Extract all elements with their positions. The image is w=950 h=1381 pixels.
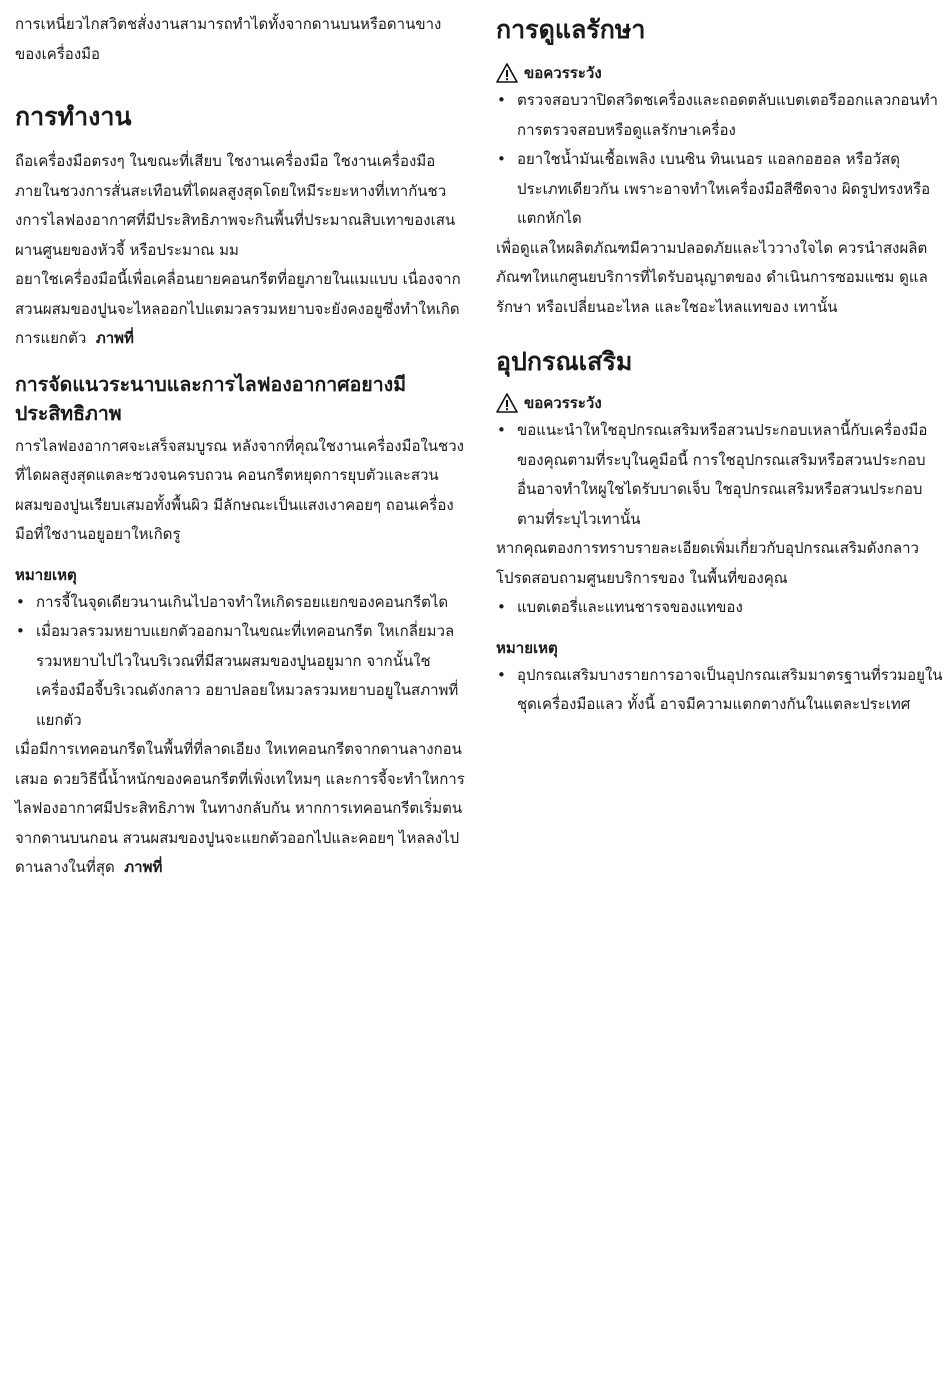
list-item: • ตรวจสอบวาปิดสวิตชเครื่องและถอดตลับแบตเตอรีออกแลวกอนทำการตรวจสอบหรือดูแลรักษาเครื่อง (497, 91, 938, 139)
leveling-paragraph: การไลฟองอากาศจะเสร็จสมบูรณ หลังจากที่คุณใชงานเครื่องมือในชวงที่ไดผลสูงสุดแตละชวงจนครบถวน คอนกรีตหยุดการยุบตัวและสวนผสมของปูนเรียบเสมอทั้งพื้นผิว มีลักษณะเป็นแสงเงาคอยๆ ถอนเครื่องมือที่ใชงานอยูอยาใหเกิดรู (15, 436, 464, 543)
operation-paragraph-2-text: อยาใชเครื่องมือนี้เพื่อเคลื่อนยายคอนกรีตที่อยูภายในแมแบบ เนื่องจากสวนผสมของปูนจะไหลออกไปแตมวลรวมหยาบจะยังคงอยูซึ่งทำใหเกิดการแยกตัว (15, 270, 461, 347)
warning-triangle-icon (496, 63, 518, 83)
list-item: • ขอแนะนำใหใชอุปกรณเสริมหรือสวนประกอบเหลานี้กับเครื่องมือ ของคุณตามที่ระบุในคูมือนี้ การใชอุปกรณเสริมหรือสวนประกอบอื่นอาจทำใหผูใชไดรับบาดเจ็บ ใชอุปกรณเสริมหรือสวนประกอบตามที่ระบุไวเทานั้น (497, 421, 928, 528)
accessories-note-list (496, 661, 944, 720)
maintenance-heading: การดูแลรักษา (496, 15, 646, 44)
caution-label: ขอควรระวัง (524, 64, 602, 82)
maintenance-caution-list (496, 86, 944, 234)
intro-paragraph: การเหนี่ยวไกสวิตชสั่งงานสามารถทำไดทั้งจากดานบนหรือดานขางของเครื่องมือ (15, 15, 442, 63)
caution-label: ขอควรระวัง (524, 394, 602, 412)
operation-heading: การทำงาน (15, 102, 132, 131)
note-label: หมายเหตุ (15, 565, 77, 584)
figure-reference: ภาพที่ (124, 858, 163, 876)
list-item: • อยาใชน้ำมันเชื้อเพลิง เบนซิน ทินเนอร แอลกอฮอล หรือวัสดุประเภทเดียวกัน เพราะอาจทำใหเครื่องมือสีซีดจาง ผิดรูปทรงหรือแตกหักได (497, 150, 931, 227)
left-column (15, 0, 465, 883)
leveling-heading: การจัดแนวระนาบและการไลฟองอากาศอยางมีประสิทธิภาพ (15, 372, 407, 425)
caution-header (496, 390, 944, 416)
operation-paragraph-1: ถือเครื่องมือตรงๆ ในขณะที่เสียบ ใชงานเครื่องมือ ใชงานเครื่องมือภายในชวงการสั่นสะเทือนที่ไดผลสูงสุดโดยใหมีระยะหางที่เทากันชวงการไลฟองอากาศที่มีประสิทธิภาพจะกินพื้นที่ประมาณสิบเทาของเสนผานศูนยของหัวจี้ หรือประมาณ มม (15, 152, 456, 259)
right-column (496, 0, 944, 720)
accessories-paragraph: หากคุณตองการทราบรายละเอียดเพิ่มเกี่ยวกับอุปกรณเสริมดังกลาว โปรดสอบถามศูนยบริการของ ในพื้นที่ของคุณ (496, 539, 919, 587)
list-item: • แบตเตอรี่และแทนชารจของแทของ (497, 598, 743, 616)
warning-triangle-icon (496, 393, 518, 413)
list-item: • การจี้ในจุดเดียวนานเกินไปอาจทำใหเกิดรอยแยกของคอนกรีตได (16, 592, 449, 611)
slope-paragraph (15, 735, 465, 883)
note-list (15, 588, 465, 736)
accessories-list (496, 593, 944, 623)
operation-paragraph-2 (15, 265, 465, 354)
accessories-caution-list (496, 416, 944, 534)
slope-paragraph-text: เมื่อมีการเทคอนกรีตในพื้นที่ที่ลาดเอียง ใหเทคอนกรีตจากดานลางกอนเสมอ ดวยวิธีนี้น้ำหนักของคอนกรีตที่เพิ่งเทใหมๆ และการจี้จะทำใหการไลฟองอากาศมีประสิทธิภาพ ในทางกลับกัน หากการเทคอนกรีตเริ่มตนจากดานบนกอน สวนผสมของปูนจะแยกตัวออกไปและคอยๆ ไหลลงไปดานลางในที่สุด (15, 740, 465, 876)
note-label: หมายเหตุ (496, 638, 558, 657)
maintenance-paragraph: เพื่อดูแลใหผลิตภัณฑมีความปลอดภัยและไววางใจได ควรนำสงผลิตภัณฑใหแกศูนยบริการที่ไดรับอนุญาตของ ดำเนินการซอมแซม ดูแลรักษา หรือเปลี่ยนอะไหล และใชอะไหลแทของ เทานั้น (496, 238, 928, 316)
caution-header (496, 60, 944, 86)
list-item: • เมื่อมวลรวมหยาบแยกตัวออกมาในขณะที่เทคอนกรีต ใหเกลี่ยมวลรวมหยาบไปไวในบริเวณที่มีสวนผสมของปูนอยูมาก จากนั้นใชเครื่องมือจี้บริเวณดังกลาว อยาปลอยใหมวลรวมหยาบอยูในสภาพที่แยกตัว (16, 622, 459, 729)
list-item: • อุปกรณเสริมบางรายการอาจเป็นอุปกรณเสริมมาตรฐานที่รวมอยูในชุดเครื่องมือแลว ทั้งนี้ อาจมีความแตกตางกันในแตละประเทศ (497, 665, 943, 713)
figure-reference: ภาพที่ (95, 329, 134, 347)
accessories-heading: อุปกรณเสริม (496, 347, 633, 376)
